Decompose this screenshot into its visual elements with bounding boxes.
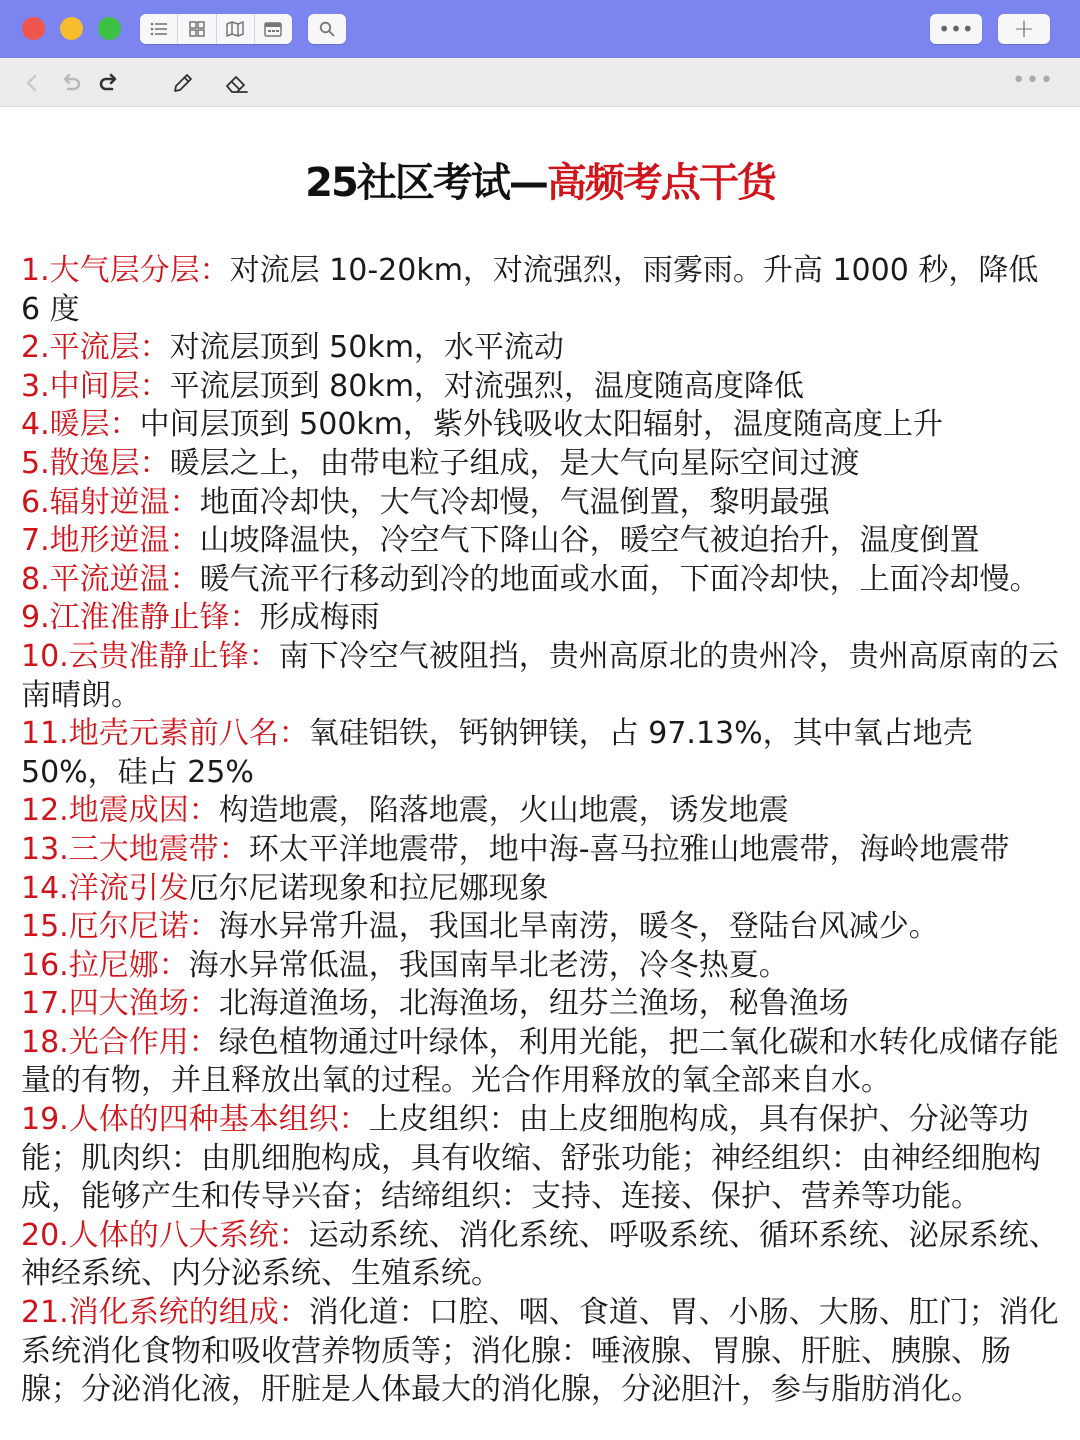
item-keyword: 21.消化系统的组成： (21, 1295, 309, 1331)
back-button[interactable] (18, 70, 44, 96)
item-keyword: 7.地形逆温： (21, 523, 200, 559)
item-keyword: 14.洋流引发 (21, 870, 189, 906)
pen-tool-button[interactable] (170, 70, 196, 96)
list-item (21, 908, 1066, 947)
item-keyword: 8.平流逆温： (21, 561, 200, 597)
item-text: 中间层顶到 500km，紫外钱吸收太阳辐射，温度随高度上升 (139, 407, 944, 443)
item-text: 环太平洋地震带，地中海-喜马拉雅山地震带，海岭地震带 (248, 831, 1010, 867)
undo-icon (60, 73, 82, 93)
view-mode-segmented-control (140, 14, 292, 44)
item-text: 海水异常低温，我国南旱北老涝，冷冬热夏。 (188, 947, 789, 983)
grid-view-button[interactable] (178, 14, 216, 44)
search-button[interactable] (308, 14, 346, 44)
item-text: 南下冷空气被阻挡，贵州高原北的贵州冷，贵州高原南的云南晴朗。 (21, 638, 1059, 713)
list-item (21, 445, 1066, 484)
item-keyword: 5.散逸层： (21, 445, 170, 481)
list-item (21, 1217, 1066, 1294)
item-text: 消化道：口腔、咽、食道、胃、小肠、大肠、肛门；消化系统消化食物和吸收营养物质等；消化腺：唾液腺、胃腺、肝脏、胰腺、肠腺；分泌消化液，肝脏是人体最大的消化腺，分泌胆汁，参与脂肪消化。 (21, 1295, 1059, 1408)
list-item (21, 561, 1066, 600)
close-window-button[interactable] (22, 17, 45, 40)
list-item (21, 599, 1066, 638)
list-item (21, 792, 1066, 831)
item-text: 上皮组织：由上皮细胞构成，具有保护、分泌等功能；肌肉织：由肌细胞构成，具有收缩、舒张功能；神经组织：由神经细胞构成，能够产生和传导兴奋；结缔组织：支持、连接、保护、营养等功能。 (21, 1102, 1041, 1215)
item-text: 山坡降温快，冷空气下降山谷，暖空气被迫抬升，温度倒置 (199, 523, 980, 559)
item-text: 运动系统、消化系统、呼吸系统、循环系统、泌尿系统、神经系统、内分泌系统、生殖系统。 (21, 1217, 1059, 1292)
item-text: 对流层顶到 50km，水平流动 (169, 330, 564, 366)
item-text: 形成梅雨 (259, 600, 380, 636)
chevron-left-icon (24, 73, 38, 93)
toolbar-overflow-button[interactable]: ••• (1012, 68, 1054, 93)
item-keyword: 9.江淮准静止锋： (21, 600, 260, 636)
list-item (21, 252, 1066, 329)
grid-view-icon (189, 21, 205, 37)
item-keyword: 2.平流层： (21, 330, 170, 366)
pencil-icon (171, 71, 195, 95)
eraser-tool-button[interactable] (224, 70, 250, 96)
list-item (21, 1101, 1066, 1217)
list-item (21, 870, 1066, 909)
eraser-icon (224, 71, 250, 95)
list-item (21, 831, 1066, 870)
search-icon (319, 21, 335, 37)
list-item (21, 484, 1066, 523)
item-text: 厄尔尼诺现象和拉尼娜现象 (188, 870, 549, 906)
item-keyword: 16.拉尼娜： (21, 947, 189, 983)
item-text: 暖气流平行移动到冷的地面或水面，下面冷却快，上面冷却慢。 (199, 561, 1040, 597)
list-item (21, 638, 1066, 715)
item-text: 对流层 10-20km，对流强烈，雨雾雨。升高 1000 秒，降低 6 度 (21, 253, 1039, 327)
list-view-icon (150, 21, 168, 37)
item-text: 地面冷却快，大气冷却慢，气温倒置，黎明最强 (199, 484, 830, 520)
list-item (21, 329, 1066, 368)
list-item (21, 985, 1066, 1024)
window-titlebar (0, 0, 1080, 58)
item-text: 平流层顶到 80km，对流强烈，温度随高度降低 (169, 368, 804, 404)
item-keyword: 19.人体的四种基本组织： (21, 1102, 369, 1138)
calendar-icon (264, 21, 282, 37)
item-keyword: 18.光合作用： (21, 1024, 219, 1060)
zoom-window-button[interactable] (98, 17, 121, 40)
list-view-button[interactable] (140, 14, 178, 44)
item-keyword: 15.厄尔尼诺： (21, 909, 219, 945)
item-text: 氧硅铝铁，钙钠钾镁，占 97.13%，其中氧占地壳 50%，硅占 25% (21, 716, 973, 790)
item-keyword: 4.暖层： (21, 407, 140, 443)
item-keyword: 10.云贵准静止锋： (21, 638, 279, 674)
note-body (21, 252, 1066, 1410)
item-text: 绿色植物通过叶绿体，利用光能，把二氧化碳和水转化成储存能量的有物，并且释放出氧的过程。光合作用释放的氧全部来自水。 (21, 1024, 1059, 1099)
list-item (21, 368, 1066, 407)
calendar-view-button[interactable] (255, 14, 292, 44)
list-item (21, 947, 1066, 986)
map-view-button[interactable] (217, 14, 255, 44)
page-title (0, 128, 1080, 238)
item-keyword: 20.人体的八大系统： (21, 1217, 309, 1253)
list-item (21, 1024, 1066, 1101)
list-item (21, 522, 1066, 561)
minimize-window-button[interactable] (60, 17, 83, 40)
title-part-red: 高频考点干货 (546, 160, 775, 206)
item-keyword: 13.三大地震带： (21, 831, 249, 867)
item-text: 海水异常升温，我国北旱南涝，暖冬，登陆台风减少。 (218, 909, 939, 945)
list-item (21, 715, 1066, 792)
item-text: 构造地震，陷落地震，火山地震，诱发地震 (218, 793, 789, 829)
redo-button[interactable] (96, 70, 122, 96)
title-part-black: 25社区考试— (305, 160, 547, 206)
list-item (21, 406, 1066, 445)
new-note-button[interactable]: + (998, 14, 1050, 44)
item-text: 暖层之上，由带电粒子组成，是大气向星际空间过渡 (169, 445, 860, 481)
item-keyword: 1.大气层分层： (21, 253, 230, 288)
item-keyword: 11.地壳元素前八名： (21, 716, 309, 752)
item-keyword: 6.辐射逆温： (21, 484, 200, 520)
item-keyword: 12.地震成因： (21, 793, 219, 829)
redo-icon (98, 73, 120, 93)
more-options-button[interactable]: ••• (930, 14, 982, 44)
list-item (21, 1294, 1066, 1410)
map-icon (226, 21, 244, 37)
editor-toolbar (0, 58, 1080, 107)
item-keyword: 3.中间层： (21, 368, 170, 404)
item-text: 北海道渔场，北海渔场，纽芬兰渔场，秘鲁渔场 (218, 986, 849, 1022)
item-keyword: 17.四大渔场： (21, 986, 219, 1022)
undo-button[interactable] (58, 70, 84, 96)
